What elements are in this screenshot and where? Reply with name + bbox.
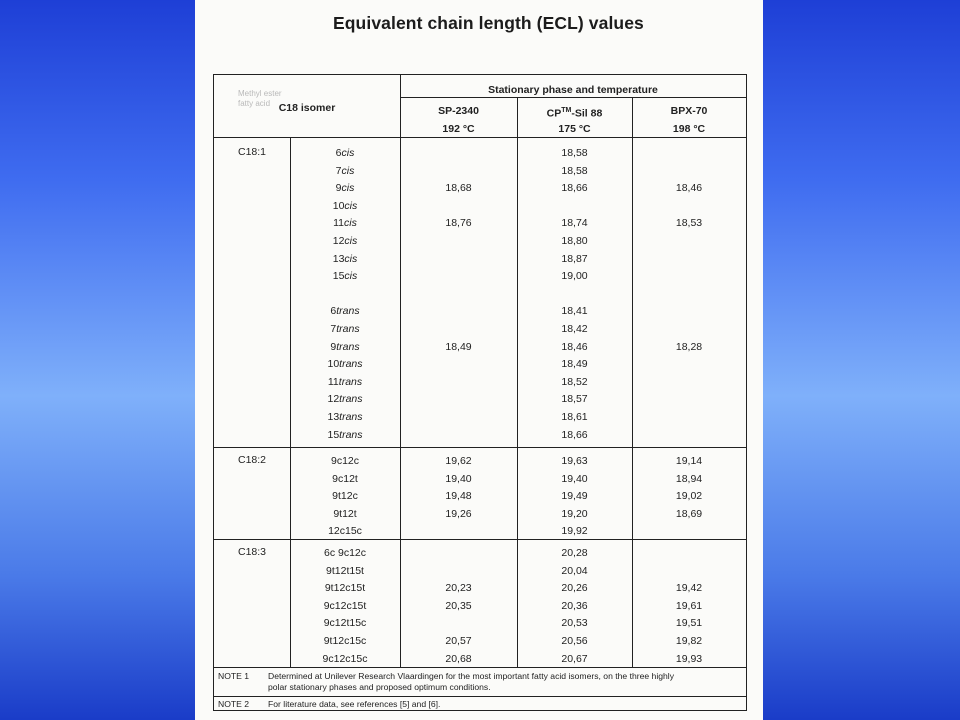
ecl-value-bpx: 19,14: [675, 455, 703, 467]
rule-note-divider: [214, 696, 746, 697]
ecl-value-cp: 19,63: [561, 455, 588, 467]
ecl-value-bpx: 18,94: [675, 472, 703, 485]
isomer-configuration: trans: [338, 375, 363, 388]
isomer-position: 11: [327, 375, 339, 388]
isomer-position: 12: [327, 393, 340, 406]
ecl-value-cp: 18,58: [561, 147, 588, 159]
isomer-name: [290, 217, 400, 229]
isomer-position: 9t12c: [332, 490, 358, 503]
header-col-sp2340: SP-2340: [438, 105, 479, 117]
isomer-position: 13: [332, 252, 345, 265]
isomer-position: 15: [327, 428, 340, 441]
isomer-name: [290, 525, 400, 537]
isomer-configuration: trans: [339, 428, 363, 441]
header-temp-sp2340: 192 °C: [442, 123, 475, 135]
isomer-position: 15: [332, 270, 345, 283]
ecl-value-sp: 19,26: [445, 507, 472, 520]
isomer-name: [290, 473, 400, 485]
isomer-position: 9c12c15c: [322, 652, 368, 665]
ecl-value-bpx: 18,28: [675, 340, 703, 353]
ecl-value-sp: 20,23: [445, 582, 472, 595]
isomer-position: 11: [333, 217, 345, 230]
ecl-value-sp: 20,68: [445, 652, 472, 665]
ecl-value-sp: 18,76: [445, 217, 472, 230]
isomer-name: [290, 235, 400, 247]
isomer-name: [290, 270, 400, 282]
ecl-value-cp: 19,40: [561, 472, 588, 485]
ecl-value-cp: 18,66: [561, 428, 588, 441]
isomer-position: 10: [332, 199, 345, 212]
isomer-configuration: trans: [339, 358, 363, 371]
isomer-position: 7: [330, 323, 337, 335]
ecl-value-sp: 20,35: [445, 599, 472, 612]
isomer-name: [290, 455, 400, 467]
isomer-name: [290, 200, 400, 212]
group-label-c18-3: C18:3: [238, 546, 267, 558]
ecl-value-bpx: 19,61: [675, 599, 703, 612]
rule-phase-bottom: [400, 97, 746, 98]
ecl-value-bpx: 19,93: [675, 652, 703, 665]
header-col-cpsil88: CP™-Sil 88: [546, 107, 603, 120]
document-title: Equivalent chain length (ECL) values: [333, 13, 644, 33]
ecl-value-bpx: 19,82: [675, 635, 703, 647]
isomer-name: [290, 547, 400, 559]
isomer-name: [290, 182, 400, 194]
note-1-line-1: Determined at Unilever Research Vlaardingen for the most important fatty acid isomers, on the three highly: [268, 671, 675, 681]
ecl-value-cp: 18,42: [561, 323, 588, 335]
isomer-position: 9t12t15t: [326, 564, 364, 577]
isomer-name: [290, 305, 400, 317]
isomer-name: [290, 165, 400, 177]
isomer-position: 9c12c15t: [323, 599, 367, 612]
rule-table-bottom: [214, 667, 746, 668]
ecl-value-cp: 18,41: [561, 305, 588, 318]
rule-group2-bottom: [214, 539, 746, 540]
isomer-position: 9t12c15c: [323, 635, 367, 647]
ecl-value-cp: 20,36: [561, 599, 588, 612]
isomer-configuration: cis: [344, 217, 357, 230]
ecl-value-cp: 19,00: [561, 270, 588, 283]
ecl-value-cp: 20,56: [561, 635, 588, 647]
ecl-value-bpx: 19,51: [675, 617, 703, 630]
isomer-name: [290, 490, 400, 502]
group-label-c18-1: C18:1: [238, 146, 267, 158]
isomer-position: 9c12t15c: [323, 617, 367, 630]
isomer-position: 12: [332, 235, 345, 247]
header-temp-bpx70: 198 °C: [672, 123, 706, 135]
ecl-value-sp: 18,49: [445, 340, 472, 353]
ecl-value-bpx: 18,46: [675, 182, 703, 195]
note-2-line-1: For literature data, see references [5] and [6].: [268, 699, 441, 709]
isomer-configuration: trans: [336, 323, 360, 335]
note-1: [218, 671, 674, 693]
isomer-configuration: trans: [339, 393, 363, 406]
isomer-configuration: trans: [339, 411, 363, 423]
ecl-value-sp: 18,68: [445, 182, 472, 195]
isomer-name: [290, 323, 400, 335]
ecl-value-bpx: 18,53: [675, 217, 703, 230]
isomer-name: [290, 429, 400, 441]
isomer-name: [290, 653, 400, 665]
ecl-value-cp: 18,58: [561, 164, 588, 177]
isomer-configuration: cis: [341, 182, 355, 195]
isomer-position: 9: [330, 340, 337, 353]
ecl-value-cp: 20,53: [561, 617, 588, 630]
isomer-name: [290, 565, 400, 577]
isomer-position: 6c 9c12c: [323, 547, 367, 559]
header-col-bpx70: BPX-70: [670, 105, 708, 117]
isomer-name: [290, 147, 400, 159]
ecl-value-cp: 18,52: [561, 375, 588, 388]
ecl-value-cp: 18,80: [561, 235, 588, 247]
isomer-position: 7: [335, 164, 342, 177]
ecl-value-cp: 19,20: [561, 507, 588, 520]
isomer-configuration: trans: [336, 305, 360, 318]
isomer-name: [290, 376, 400, 388]
ecl-value-cp: 18,87: [561, 252, 588, 265]
ecl-value-sp: 19,62: [445, 455, 472, 467]
isomer-position: 12c15c: [328, 525, 362, 538]
ecl-value-cp: 18,46: [561, 340, 588, 353]
ecl-value-sp: 19,48: [445, 490, 472, 503]
note-1-label: NOTE 1: [218, 671, 250, 681]
ecl-table: [213, 74, 747, 711]
rule-header-bottom: [214, 137, 746, 138]
note-1-line-2: polar stationary phases and proposed optimum conditions.: [268, 682, 491, 692]
ecl-value-cp: 20,67: [561, 652, 588, 665]
ecl-value-cp: 18,66: [561, 182, 588, 195]
isomer-position: 9: [335, 182, 342, 195]
isomer-position: 6: [335, 147, 342, 159]
ecl-value-cp: 18,57: [561, 393, 588, 406]
ecl-value-bpx: 19,42: [675, 582, 703, 595]
isomer-configuration: cis: [344, 270, 358, 283]
ecl-value-sp: 20,57: [445, 635, 472, 647]
isomer-configuration: cis: [344, 199, 358, 212]
ecl-value-sp: 19,40: [445, 472, 472, 485]
faint-text-2: fatty acid: [238, 99, 271, 108]
isomer-position: 9c12c: [330, 455, 360, 467]
ecl-value-cp: 18,61: [561, 411, 588, 423]
ecl-value-bpx: 18,69: [675, 507, 703, 520]
group-label-c18-2: C18:2: [238, 454, 267, 466]
ecl-value-cp: 18,49: [561, 358, 588, 371]
isomer-name: [290, 508, 400, 520]
isomer-position: 13: [327, 411, 340, 423]
isomer-name: [290, 411, 400, 423]
isomer-configuration: cis: [344, 235, 358, 247]
header-temp-cpsil88: 175 °C: [558, 123, 591, 135]
note-2-label: NOTE 2: [218, 699, 250, 709]
isomer-position: 9c12t: [332, 472, 358, 485]
isomer-name: [290, 582, 400, 594]
isomer-name: [290, 358, 400, 370]
isomer-position: 6: [330, 305, 337, 318]
isomer-name: [290, 600, 400, 612]
ecl-value-cp: 19,49: [561, 490, 588, 503]
faint-text-1: Methyl ester: [238, 89, 282, 98]
ecl-value-cp: 20,28: [561, 547, 588, 559]
note-2: [218, 699, 440, 710]
rule-col-isomer: [400, 75, 401, 667]
isomer-position: 9t12c15t: [324, 582, 366, 595]
isomer-position: 9t12t: [333, 507, 357, 520]
ecl-value-cp: 19,92: [561, 525, 588, 538]
isomer-name: [290, 341, 400, 353]
header-phase: Stationary phase and temperature: [488, 84, 658, 96]
isomer-name: [290, 617, 400, 629]
document-page: [195, 0, 763, 720]
isomer-configuration: trans: [336, 340, 360, 353]
isomer-configuration: cis: [341, 147, 355, 159]
isomer-position: 10: [327, 358, 340, 371]
isomer-name: [290, 253, 400, 265]
rule-group1-bottom: [214, 447, 746, 448]
header-isomer: C18 isomer: [278, 102, 336, 114]
isomer-name: [290, 635, 400, 647]
isomer-name: [290, 393, 400, 405]
ecl-value-cp: 18,74: [561, 217, 588, 230]
isomer-configuration: cis: [344, 252, 358, 265]
ecl-value-bpx: 19,02: [675, 490, 703, 503]
ecl-value-cp: 20,26: [561, 582, 588, 595]
ecl-value-cp: 20,04: [561, 564, 588, 577]
isomer-configuration: cis: [341, 164, 355, 177]
